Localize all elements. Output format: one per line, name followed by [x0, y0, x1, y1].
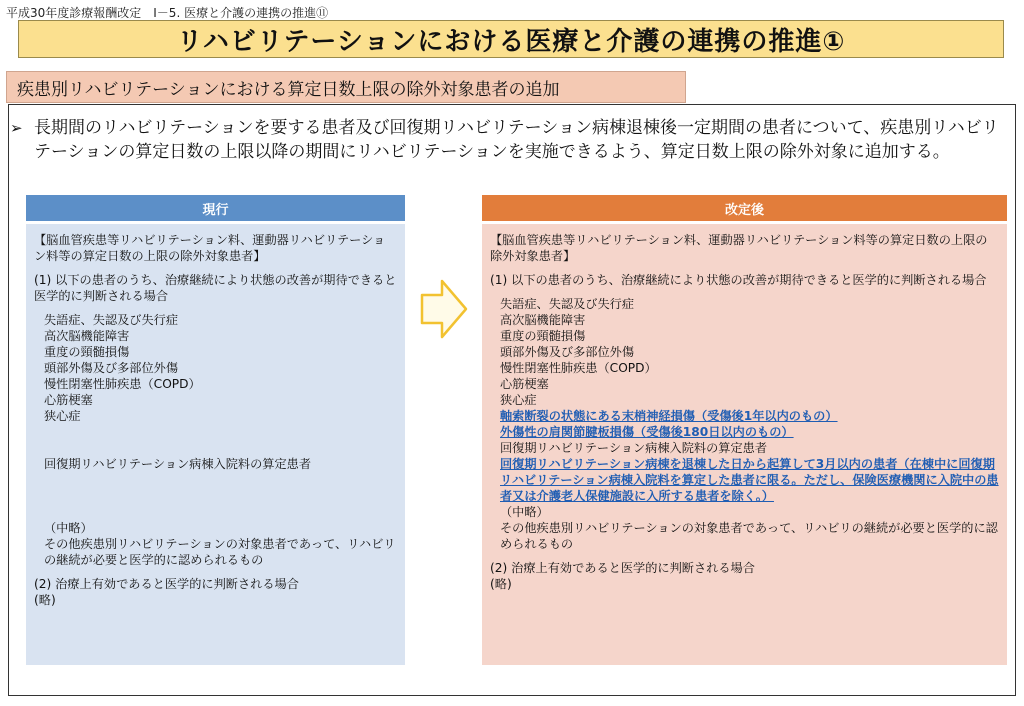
current-clause-2: (2) 治療上有効であると医学的に判断される場合	[34, 577, 299, 591]
revised-abbrev: (略)	[490, 577, 512, 591]
revised-omitted: （中略）	[500, 505, 549, 519]
added-item: 回復期リハビリテーション病棟を退棟した日から起算して3月以内の患者（在棟中に回復期リハビリテーション病棟入院料を算定した患者に限る。ただし、保険医療機関に入院中の患者又は介護老人保健施設に入所する患者を除く。）	[500, 457, 999, 503]
current-clause-1: (1) 以下の患者のうち、治療継続により状態の改善が期待できると医学的に判断される場合	[34, 273, 397, 303]
list-item: 失語症、失認及び失行症	[44, 313, 179, 327]
revised-title: 【脳血管疾患等リハビリテーション料、運動器リハビリテーション料等の算定日数の上限の除外対象患者】	[490, 233, 988, 263]
revised-clause-1: (1) 以下の患者のうち、治療継続により状態の改善が期待できると医学的に判断される場合	[490, 273, 987, 287]
list-item: 高次脳機能障害	[44, 329, 130, 343]
list-item: 失語症、失認及び失行症	[500, 297, 635, 311]
revised-other: その他疾患別リハビリテーションの対象患者であって、リハビリの継続が必要と医学的に認められるもの	[500, 521, 998, 551]
current-recovery-item: 回復期リハビリテーション病棟入院料の算定患者	[44, 457, 312, 471]
list-item: 頭部外傷及び多部位外傷	[500, 345, 635, 359]
list-item: 頭部外傷及び多部位外傷	[44, 361, 179, 375]
summary-text: 長期間のリハビリテーションを要する患者及び回復期リハビリテーション病棟退棟後一定期間の患者について、疾患別リハビリテーションの算定日数の上限以降の期間にリハビリテーションを実施できるよう、算定日数上限の除外対象に追加する。	[34, 118, 999, 162]
list-item: 重度の頸髄損傷	[44, 345, 130, 359]
current-omitted: （中略）	[44, 521, 93, 535]
current-abbrev: (略)	[34, 593, 56, 607]
section-subtitle: 疾患別リハビリテーションにおける算定日数上限の除外対象患者の追加	[6, 71, 686, 103]
list-item: 狭心症	[44, 409, 81, 423]
revised-panel-heading: 改定後	[482, 195, 1007, 221]
current-panel	[26, 224, 405, 665]
added-item: 外傷性の肩関節腱板損傷（受傷後180日以内のもの）	[500, 425, 794, 439]
list-item: 心筋梗塞	[500, 377, 549, 391]
revised-recovery-item: 回復期リハビリテーション病棟入院料の算定患者	[500, 441, 768, 455]
revised-clause-2: (2) 治療上有効であると医学的に判断される場合	[490, 561, 755, 575]
list-item: 心筋梗塞	[44, 393, 93, 407]
bullet-arrow-icon: ➢	[10, 119, 23, 137]
list-item: 狭心症	[500, 393, 537, 407]
page-title: リハビリテーションにおける医療と介護の連携の推進①	[18, 20, 1004, 58]
header-meta: 平成30年度診療報酬改定 Ⅰ－5. 医療と介護の連携の推進⑪	[6, 6, 329, 20]
right-arrow-icon	[420, 277, 468, 341]
list-item: 慢性閉塞性肺疾患（COPD）	[500, 361, 657, 375]
summary	[10, 116, 1004, 164]
list-item: 慢性閉塞性肺疾患（COPD）	[44, 377, 201, 391]
current-title: 【脳血管疾患等リハビリテーション料、運動器リハビリテーション料等の算定日数の上限の除外対象患者】	[34, 233, 386, 263]
current-other: その他疾患別リハビリテーションの対象患者であって、リハビリの継続が必要と医学的に認められるもの	[44, 537, 396, 567]
revised-item-list	[490, 296, 999, 440]
list-item: 重度の頸髄損傷	[500, 329, 586, 343]
list-item: 高次脳機能障害	[500, 313, 586, 327]
added-item: 軸索断裂の状態にある末梢神経損傷（受傷後1年以内のもの）	[500, 409, 838, 423]
current-item-list	[34, 312, 397, 424]
revised-panel	[482, 224, 1007, 665]
current-panel-heading: 現行	[26, 195, 405, 221]
